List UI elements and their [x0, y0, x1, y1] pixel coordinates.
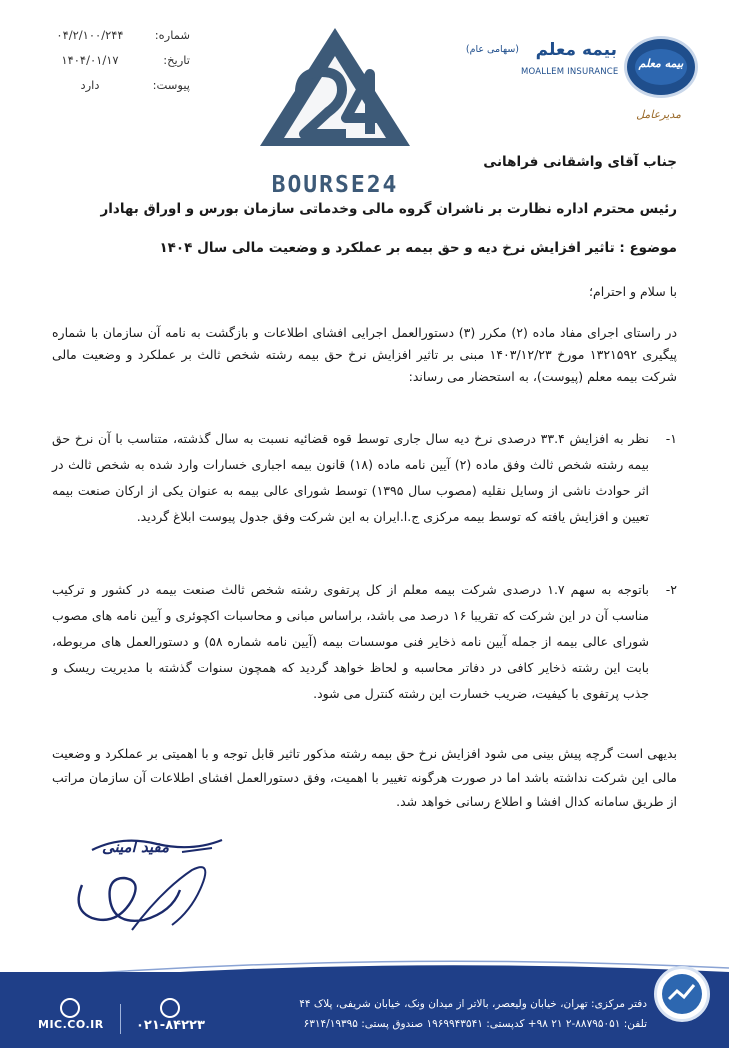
footer-bar [0, 972, 729, 1048]
list-item-number: ۱- [665, 431, 677, 446]
letter-number-label: شماره: [154, 28, 190, 42]
intro-paragraph: در راستای اجرای مفاد ماده (۲) مکرر (۳) دستورالعمل اجرایی افشای اطلاعات و بازگشت به نامه آن سازمان با شماره پیگیری ۱۳۲۱۵۹۲ مورخ ۱۴۰۳/۱۲/۲۳ مبنی بر تاثیر افزایش نرخ حق بیمه رشته شخص ثالث بر عملکرد و وضعیت مالی شرکت بیمه معلم (پیوست)، به استحضار می رساند: [52, 325, 678, 384]
footer-website[interactable]: MIC.CO.IR [38, 1018, 104, 1031]
letter-number-row [40, 28, 190, 50]
greeting: با سلام و احترام؛ [589, 284, 677, 299]
list-item [52, 426, 677, 530]
list-item-number: ۲- [665, 582, 677, 597]
bourse24-wordmark: BOURSE24 [271, 172, 399, 198]
list-item [52, 577, 677, 707]
addressee: جناب آقای واشقانی فراهانی [483, 154, 677, 170]
insurer-logo-badge [624, 36, 698, 98]
insurer-seal-icon [654, 966, 710, 1022]
bourse24-triangle-icon [258, 26, 412, 166]
letter-date-row [40, 53, 190, 75]
list-item-text: باتوجه به سهم ۱.۷ درصدی شرکت بیمه معلم از کل پرتفوی رشته شخص ثالث صنعت بیمه در کشور و ترکیب مناسب آن در این شرکت که تقریبا ۱۶ درصد می باشد، براساس مبانی و محاسبات اکچوئری و آیین نامه های مصوب شورای عالی بیمه از جمله آیین نامه ذخایر فنی موسسات بیمه (آیین نامه شماره ۵۸) و دستورالعمل های مربوطه، بابت این رشته ذخایر کافی در دفاتر محاسبه و لحاظ خواهد گردید که همچون سنوات گذشته با مدیریت ریسک و جذب پرتفوی با کیفیت، ضریب خسارت این رشته کنترل می شود. [52, 582, 650, 701]
letter-attachment-label: پیوست: [152, 78, 190, 92]
bourse24-logo [258, 26, 412, 198]
signer-name: مفید امینی [102, 838, 170, 856]
globe-icon [60, 998, 80, 1018]
signature [62, 830, 262, 940]
insurer-name-fa: بیمه معلم [535, 40, 617, 60]
list-item-text: نظر به افزایش ۳۳.۴ درصدی نرخ دیه سال جاری توسط قوه قضائیه نسبت به سال گذشته، متناسب با آن نرخ حق بیمه رشته شخص ثالث وفق ماده (۲) آیین نامه ماده (۱۸) قانون بیمه اجباری خسارات وارد شده به شخص ثالث در اثر حوادث ناشی از وسایل نقلیه (مصوب سال ۱۳۹۵) توسط شورای عالی بیمه به عنوان یکی از ارکان صنعت بیمه تعیین و افزایش یافته که توسط بیمه مرکزی ج.ا.ایران به این شرکت وفق جدول پیوست ابلاغ گردید. [52, 431, 649, 524]
insurer-badge-text: بیمه معلم [638, 57, 684, 70]
addressee-title: رئیس محترم اداره نظارت بر ناشران گروه مالی وخدماتی سازمان بورس و اوراق بهادار [100, 201, 677, 217]
trend-arrow-icon [657, 969, 707, 1019]
letter-attachment-row [40, 78, 190, 100]
insurer-company-type: (سهامی عام) [465, 44, 519, 55]
footer-phone[interactable]: ۰۲۱-۸۴۲۲۳ [136, 1018, 205, 1033]
closing-paragraph: بدیهی است گرچه پیش بینی می شود افزایش نرخ حق بیمه رشته مذکور تاثیر قابل توجه و با اهمیتی بر عملکرد و وضعیت مالی این شرکت نداشته باشد اما در صورت هرگونه تغییر با اهمیت، وفق دستورالعمل افشای اطلاعات آن سازمان مراتب از طریق سامانه کدال افشا و اطلاع رسانی خواهد شد. [52, 746, 677, 809]
letter-date-value: ۱۴۰۴/۰۱/۱۷ [61, 53, 119, 67]
footer-separator [120, 1004, 121, 1034]
letter-number-value: ۰۴/۲/۱۰۰/۲۴۴ [56, 28, 124, 42]
letter-date-label: تاریخ: [163, 53, 190, 67]
headset-icon [160, 998, 180, 1018]
letter-attachment-value: دارد [80, 78, 100, 92]
signatory-title: مدیرعامل [636, 108, 681, 121]
letter-subject: موضوع : تاثیر افزایش نرخ دیه و حق بیمه بر عملکرد و وضعیت مالی سال ۱۴۰۴ [159, 240, 677, 256]
footer-address: دفتر مرکزی: تهران، خیابان ولیعصر، بالاتر از میدان ونک، خیابان شریفی، پلاک ۴۴ [299, 998, 647, 1010]
footer-contact: تلفن: ۸۸۷۹۵۰۵۱-۲ ۲۱ ۹۸+ کدپستی: ۱۹۶۹۹۴۳۵۴۱ صندوق پستی: ۶۳۱۴/۱۹۳۹۵ [303, 1018, 647, 1030]
insurer-name-en: MOALLEM INSURANCE [521, 67, 619, 77]
